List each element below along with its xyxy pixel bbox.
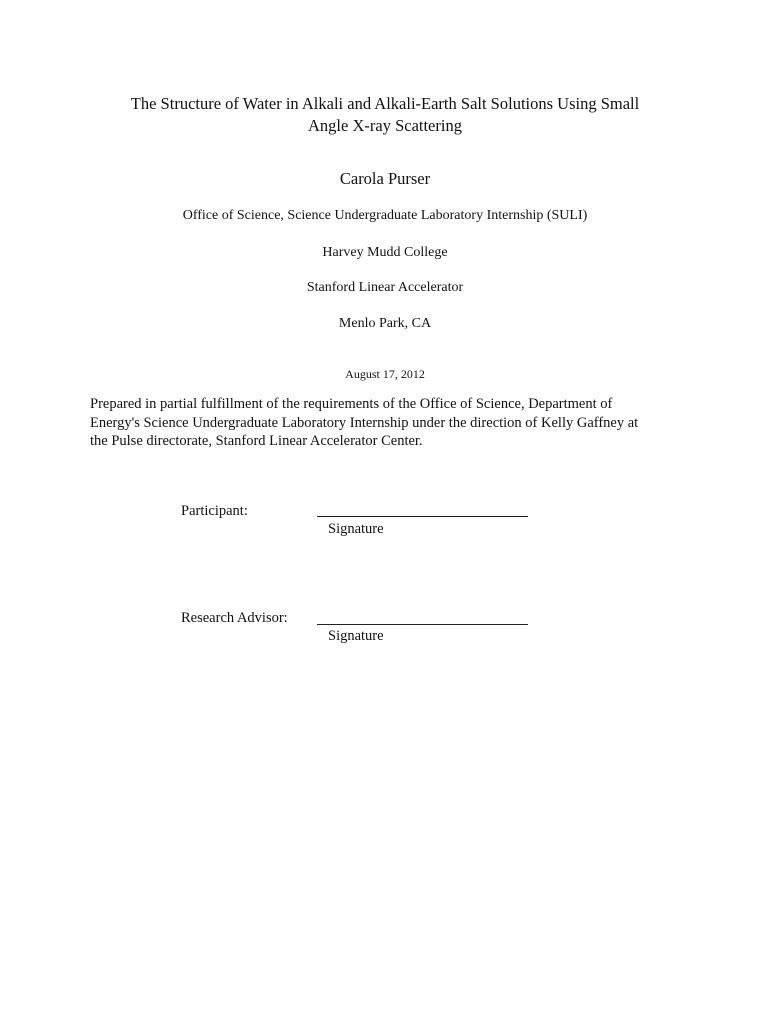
research-advisor-signature-caption: Signature bbox=[328, 628, 384, 644]
participant-signature-line bbox=[317, 516, 528, 517]
affiliation-lab: Stanford Linear Accelerator bbox=[306, 280, 464, 295]
affiliation-location: Menlo Park, CA bbox=[338, 316, 432, 331]
affiliation-program: Office of Science, Science Undergraduate Laboratory Internship (SULI) bbox=[182, 208, 588, 223]
research-advisor-signature-line bbox=[317, 624, 528, 625]
document-date: August 17, 2012 bbox=[345, 367, 425, 381]
prepared-line-2: Energy's Science Undergraduate Laboratory Internship under the direction of Kelly Gaffney at bbox=[90, 414, 639, 431]
participant-label: Participant: bbox=[181, 503, 248, 519]
research-advisor-label: Research Advisor: bbox=[181, 610, 288, 626]
prepared-line-3: the Pulse directorate, Stanford Linear Accelerator Center. bbox=[90, 433, 423, 449]
prepared-statement bbox=[90, 395, 690, 451]
affiliation-college: Harvey Mudd College bbox=[322, 245, 448, 260]
prepared-line-1: Prepared in partial fulfillment of the requirements of the Office of Science, Department of bbox=[90, 396, 613, 412]
title-line-2: Angle X-ray Scattering bbox=[308, 116, 462, 135]
author-name: Carola Purser bbox=[339, 169, 431, 188]
document-title bbox=[0, 93, 770, 137]
participant-signature-caption: Signature bbox=[328, 521, 384, 537]
title-line-1: The Structure of Water in Alkali and Alkali-Earth Salt Solutions Using Small bbox=[130, 94, 640, 113]
